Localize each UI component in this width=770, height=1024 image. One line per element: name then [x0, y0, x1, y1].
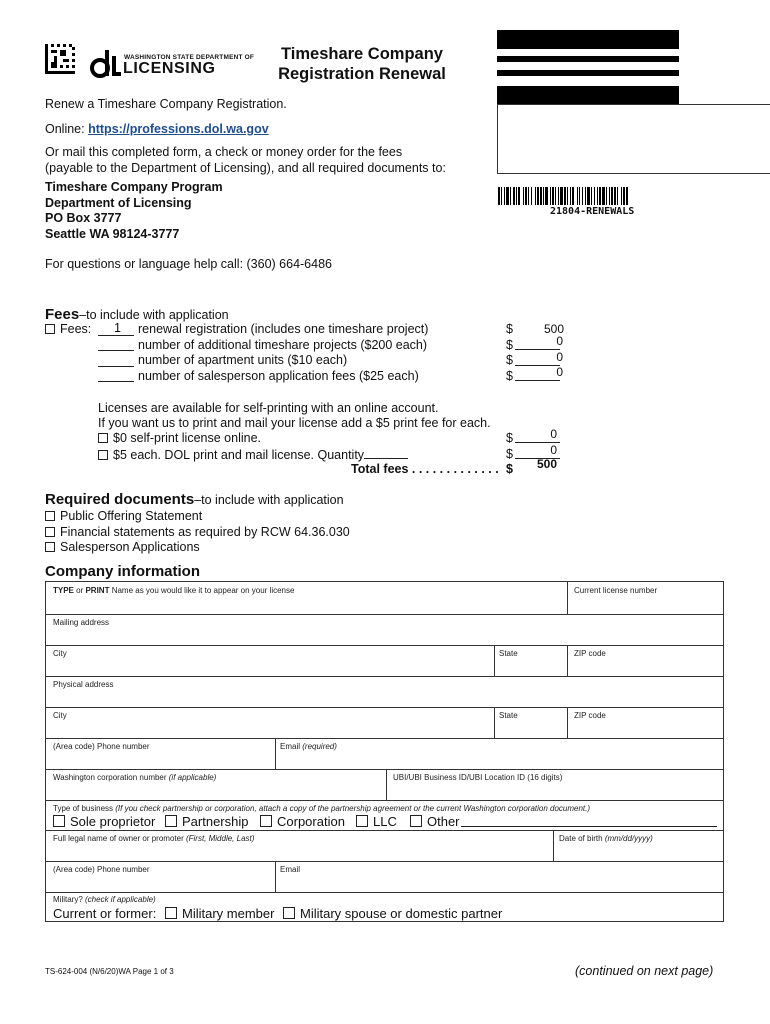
- barcode-bar: [504, 187, 505, 205]
- military-member-label: Military member: [182, 906, 275, 921]
- barcode-bar: [560, 187, 563, 205]
- phone-label: (Area code) Phone number: [53, 742, 150, 751]
- address-line: Department of Licensing: [45, 195, 192, 210]
- barcode-bar: [582, 187, 583, 205]
- dob-text: Date of birth: [559, 834, 605, 843]
- fees-checkbox-row[interactable]: [45, 322, 91, 336]
- barcode-bar: [621, 187, 622, 205]
- barcode-bar: [498, 187, 500, 205]
- divider: [46, 861, 723, 862]
- divider: [567, 645, 568, 676]
- self-print-amount: 0: [550, 427, 557, 441]
- barcode-bar: [609, 187, 610, 205]
- divider: [494, 645, 495, 676]
- llc-option[interactable]: [356, 814, 397, 829]
- required-doc-item[interactable]: [45, 525, 350, 539]
- barcode-bar: [626, 187, 628, 205]
- military-text: Military?: [53, 895, 86, 904]
- email-label-text: Email: [280, 742, 303, 751]
- self-print-option[interactable]: [98, 431, 261, 445]
- qty-field[interactable]: [98, 335, 134, 336]
- fees-label: Fees:: [60, 322, 92, 336]
- required-doc-checkbox[interactable]: [45, 527, 55, 537]
- barcode-bar: [579, 187, 580, 205]
- barcode-bar: [611, 187, 613, 205]
- agency-name-big: LICENSING: [123, 60, 216, 77]
- dol-print-label: $5 each. DOL print and mail license. Quantity: [113, 448, 365, 462]
- owner-name-note: (First, Middle, Last): [185, 834, 255, 843]
- physical-address-label: Physical address: [53, 680, 114, 689]
- barcode-bar: [591, 187, 592, 205]
- mailing-address-label: Mailing address: [53, 618, 110, 627]
- barcode-bar: [564, 187, 566, 205]
- barcode-bar: [602, 187, 605, 205]
- print-label: PRINT: [85, 586, 110, 595]
- print-note-2: If you want us to print and mail your license add a $5 print fee for each.: [98, 416, 491, 430]
- city-label: City: [53, 711, 67, 720]
- barcode-bar: [523, 187, 524, 205]
- barcode-bar: [552, 187, 554, 205]
- required-doc-item[interactable]: [45, 509, 202, 523]
- fees-heading: [45, 306, 229, 323]
- military-spouse-checkbox[interactable]: [283, 907, 295, 919]
- dol-print-checkbox[interactable]: [98, 450, 108, 460]
- zip-label: ZIP code: [574, 711, 606, 720]
- barcode-bar: [545, 187, 548, 205]
- corporation-checkbox[interactable]: [260, 815, 272, 827]
- partnership-label: Partnership: [182, 814, 249, 829]
- print-note-1: Licenses are available for self-printing with an online account.: [98, 401, 439, 415]
- address-line: Seattle WA 98124-3777: [45, 226, 180, 241]
- address-line: Timeshare Company Program: [45, 180, 223, 194]
- state-label: State: [499, 711, 518, 720]
- divider: [46, 800, 723, 801]
- owner-email-label: Email: [280, 865, 301, 874]
- divider: [553, 830, 554, 861]
- owner-phone-label: (Area code) Phone number: [53, 865, 150, 874]
- form-title-line1: Timeshare Company: [280, 45, 443, 63]
- city-label: City: [53, 649, 67, 658]
- license-name-label: [53, 586, 294, 595]
- required-doc-label: Financial statements as required by RCW 64.36.030: [60, 525, 350, 539]
- self-print-label: $0 self-print license online.: [113, 431, 261, 445]
- fee-item-label: renewal registration (includes one timeshare project): [138, 322, 429, 336]
- redaction-bar: [497, 86, 679, 105]
- dollar-sign: $: [506, 322, 513, 336]
- dollar-sign: $: [506, 447, 513, 461]
- qty-field[interactable]: [98, 366, 134, 367]
- barcode-bar: [597, 187, 598, 205]
- fees-checkbox[interactable]: [45, 324, 55, 334]
- barcode-bar: [577, 187, 578, 205]
- divider: [46, 892, 723, 893]
- divider: [46, 738, 723, 739]
- dob-note: (mm/dd/yyyy): [604, 834, 653, 843]
- barcode-bar: [617, 187, 618, 205]
- barcode-bar: [516, 187, 517, 205]
- barcode-bar: [510, 187, 511, 205]
- barcode-bar: [531, 187, 532, 205]
- fee-amount: 0: [556, 365, 563, 379]
- barcode-bar: [535, 187, 536, 205]
- amount-field[interactable]: [515, 380, 560, 381]
- barcode-bar: [540, 187, 542, 205]
- partnership-option[interactable]: [165, 814, 248, 829]
- barcode-bar: [558, 187, 559, 205]
- military-member-option[interactable]: [165, 906, 274, 921]
- company-info-table: [45, 581, 724, 922]
- qty-field[interactable]: [98, 381, 134, 382]
- online-line: [45, 122, 269, 136]
- barcode-bar: [543, 187, 544, 205]
- sole-proprietor-checkbox[interactable]: [53, 815, 65, 827]
- or-label: or: [73, 586, 86, 595]
- continued-note: (continued on next page): [575, 964, 714, 978]
- military-label: [53, 895, 156, 904]
- military-lead: Current or former:: [53, 906, 157, 921]
- llc-checkbox[interactable]: [356, 815, 368, 827]
- form-title-line2: Registration Renewal: [278, 65, 446, 83]
- barcode-bar: [606, 187, 607, 205]
- agency-name-small: WASHINGTON STATE DEPARTMENT OF: [124, 54, 255, 61]
- required-docs-heading: [45, 491, 344, 508]
- qty-value: 1: [114, 321, 121, 335]
- dollar-sign: $: [506, 431, 513, 445]
- wa-corp-label: [53, 773, 216, 782]
- required-doc-checkbox[interactable]: [45, 511, 55, 521]
- fee-amount: 0: [556, 334, 563, 348]
- sole-proprietor-label: Sole proprietor: [70, 814, 156, 829]
- military-note: (check if applicable): [85, 895, 156, 904]
- qr-code-icon: [45, 44, 75, 74]
- email-required-label: [280, 742, 337, 751]
- dollar-sign: $: [506, 462, 513, 476]
- divider: [386, 769, 387, 800]
- fee-item-label: number of apartment units ($10 each): [138, 353, 348, 367]
- divider: [46, 676, 723, 677]
- fee-item-label: number of salesperson application fees ($25 each): [138, 369, 419, 383]
- name-label-rest: Name as you would like it to appear on your license: [109, 586, 295, 595]
- barcode-bar: [528, 187, 529, 205]
- intro-line: Renew a Timeshare Company Registration.: [45, 97, 287, 111]
- required-doc-checkbox[interactable]: [45, 542, 55, 552]
- required-doc-label: Salesperson Applications: [60, 540, 200, 554]
- divider: [275, 738, 276, 769]
- corporation-option[interactable]: [260, 814, 345, 829]
- dollar-sign: $: [506, 369, 513, 383]
- llc-label: LLC: [373, 814, 397, 829]
- address-line: PO Box 3777: [45, 211, 122, 225]
- qty-field[interactable]: [98, 350, 134, 351]
- total-fees-label: Total fees . . . . . . . . . . . . .: [351, 462, 499, 476]
- other-option[interactable]: [410, 814, 460, 829]
- barcode-bar: [585, 187, 586, 205]
- form-title: [262, 44, 462, 84]
- barcode-bar: [513, 187, 515, 205]
- barcode-bar: [570, 187, 571, 205]
- type-label: TYPE: [53, 586, 74, 595]
- required-docs-title: Required documents: [45, 491, 195, 508]
- divider: [46, 830, 723, 831]
- required-doc-label: Public Offering Statement: [60, 509, 203, 523]
- other-checkbox[interactable]: [410, 815, 422, 827]
- total-fees-amount[interactable]: 500: [536, 457, 557, 471]
- business-type-label: [53, 804, 590, 813]
- owner-name-text: Full legal name of owner or promoter: [53, 834, 186, 843]
- mailing-address-block: [45, 180, 223, 242]
- barcode-bar: [501, 187, 502, 205]
- form-id: TS-624-004 (N/6/20)WA Page 1 of 3: [45, 967, 174, 976]
- online-label: Online:: [45, 122, 89, 136]
- ubi-label: UBI/UBI Business ID/UBI Location ID (16 digits): [393, 773, 563, 782]
- fee-amount[interactable]: 500: [543, 322, 564, 336]
- redaction-bar: [497, 56, 679, 62]
- print-quantity-field[interactable]: [364, 447, 408, 459]
- other-business-field[interactable]: [461, 826, 717, 827]
- barcode-bar: [525, 187, 527, 205]
- mail-instructions: [45, 145, 446, 176]
- barcode-bar: [614, 187, 616, 205]
- state-label: State: [499, 649, 518, 658]
- wa-corp-label-text: Washington corporation number: [53, 773, 169, 782]
- divider: [275, 861, 276, 892]
- partnership-checkbox[interactable]: [165, 815, 177, 827]
- dol-print-option[interactable]: [98, 447, 408, 462]
- wa-corp-note: (if applicable): [168, 773, 217, 782]
- barcode-text: 21804-RENEWALS: [550, 206, 635, 217]
- dollar-sign: $: [506, 338, 513, 352]
- redaction-bar: [497, 30, 679, 49]
- redaction-bar: [497, 70, 679, 76]
- dollar-sign: $: [506, 353, 513, 367]
- email-required-note: (required): [302, 742, 337, 751]
- help-line: For questions or language help call: (360) 664-6486: [45, 257, 332, 271]
- zip-label: ZIP code: [574, 649, 606, 658]
- business-type-note: (If you check partnership or corporation, attach a copy of the partnership agreement or the current Washington corporation document.): [115, 804, 591, 813]
- barcode-bar: [518, 187, 520, 205]
- military-member-checkbox[interactable]: [165, 907, 177, 919]
- business-type-text: Type of business: [53, 804, 116, 813]
- barcode-bar: [537, 187, 539, 205]
- barcode-bar: [623, 187, 625, 205]
- fees-heading-title: Fees: [45, 306, 80, 323]
- mail-line-2: (payable to the Department of Licensing), and all required documents to:: [45, 160, 446, 175]
- military-spouse-option[interactable]: [283, 906, 502, 921]
- required-docs-sub: –to include with application: [194, 493, 344, 507]
- barcode-bar: [506, 187, 509, 205]
- mail-line-1: Or mail this completed form, a check or money order for the fees: [45, 145, 403, 159]
- divider: [494, 707, 495, 738]
- current-license-label: Current license number: [574, 586, 658, 595]
- barcode-bar: [550, 187, 551, 205]
- other-label: Other: [427, 814, 460, 829]
- divider: [46, 707, 723, 708]
- divider: [46, 645, 723, 646]
- dol-print-amount: 0: [550, 443, 557, 457]
- barcode-bar: [572, 187, 574, 205]
- divider: [46, 769, 723, 770]
- divider: [46, 614, 723, 615]
- barcode-bar: [587, 187, 590, 205]
- corporation-label: Corporation: [277, 814, 345, 829]
- fees-heading-sub: –to include with application: [79, 308, 229, 322]
- office-use-box: [497, 104, 770, 174]
- barcode-bar: [555, 187, 556, 205]
- self-print-checkbox[interactable]: [98, 433, 108, 443]
- fee-amount: 0: [556, 350, 563, 364]
- owner-name-label: [53, 834, 254, 843]
- fee-item-label: number of additional timeshare projects ($200 each): [138, 338, 428, 352]
- barcode-bar: [599, 187, 601, 205]
- military-spouse-label: Military spouse or domestic partner: [300, 906, 503, 921]
- dol-logo: [90, 48, 255, 80]
- required-doc-item[interactable]: [45, 540, 200, 554]
- divider: [567, 582, 568, 614]
- divider: [567, 707, 568, 738]
- online-url-link[interactable]: https://professions.dol.wa.gov: [88, 122, 269, 136]
- barcode: [498, 187, 678, 205]
- dob-label: [559, 834, 653, 843]
- sole-proprietor-option[interactable]: [53, 814, 155, 829]
- barcode-bar: [567, 187, 568, 205]
- company-info-heading: Company information: [45, 563, 201, 580]
- barcode-bar: [594, 187, 595, 205]
